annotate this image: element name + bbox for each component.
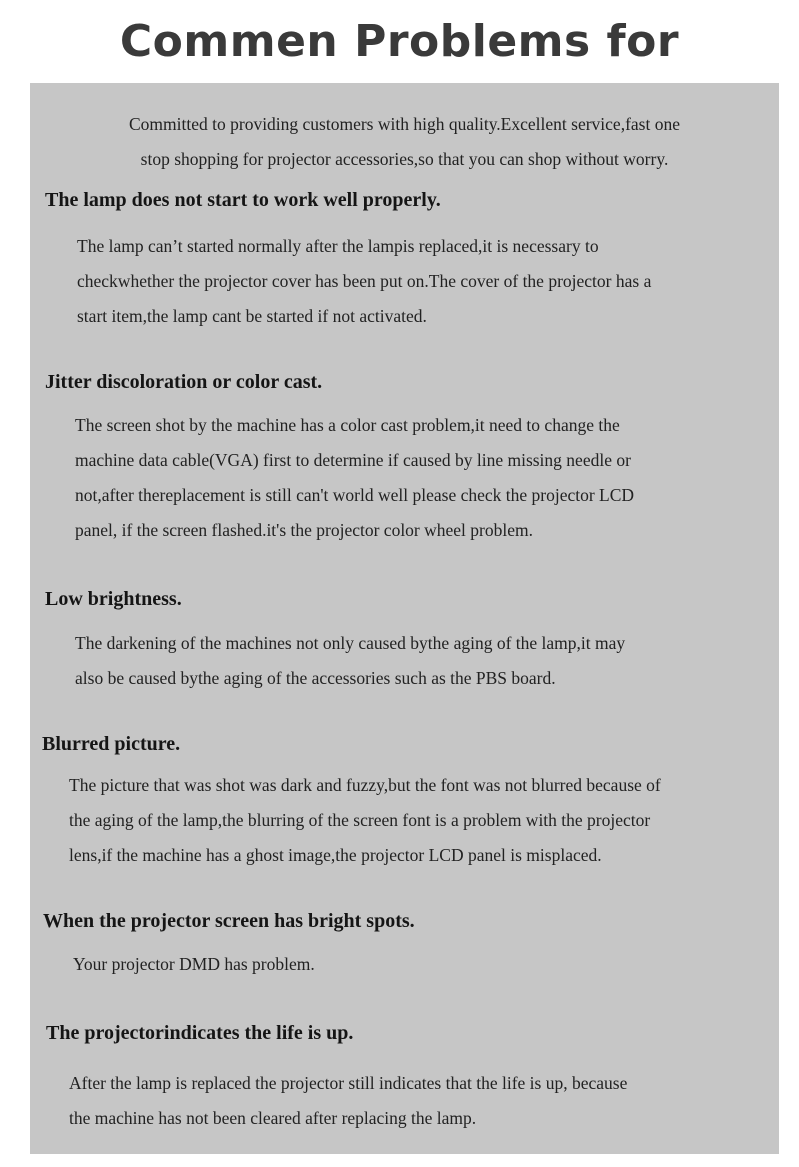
section-text-line: Your projector DMD has problem. bbox=[73, 954, 315, 974]
content-panel bbox=[30, 83, 779, 1154]
page-title: Commen Problems for bbox=[119, 16, 680, 67]
section-text-line: start item,the lamp cant be started if not activated. bbox=[77, 306, 427, 326]
section-text-line: the aging of the lamp,the blurring of the screen font is a problem with the projector bbox=[69, 810, 651, 830]
section-heading-color-cast: Jitter discoloration or color cast. bbox=[45, 371, 323, 393]
section-text-line: machine data cable(VGA) first to determine if caused by line missing needle or bbox=[75, 450, 631, 470]
intro-line-2: stop shopping for projector accessories,so that you can shop without worry. bbox=[140, 149, 669, 169]
section-text-line: The lamp can’t started normally after the lampis replaced,it is necessary to bbox=[77, 236, 599, 256]
section-text-line: checkwhether the projector cover has been put on.The cover of the projector has a bbox=[77, 271, 652, 291]
section-heading-blurred-picture: Blurred picture. bbox=[42, 733, 181, 755]
section-text-line: The screen shot by the machine has a color cast problem,it need to change the bbox=[75, 415, 620, 435]
section-text-line: The picture that was shot was dark and fuzzy,but the font was not blurred because of bbox=[69, 775, 661, 795]
section-text-line: panel, if the screen flashed.it's the projector color wheel problem. bbox=[75, 520, 533, 540]
section-text-line: also be caused bythe aging of the accessories such as the PBS board. bbox=[75, 668, 556, 688]
section-text-line: not,after thereplacement is still can't world well please check the projector LCD bbox=[75, 485, 635, 505]
section-text-line: lens,if the machine has a ghost image,the projector LCD panel is misplaced. bbox=[69, 845, 602, 865]
section-text-line: The darkening of the machines not only caused bythe aging of the lamp,it may bbox=[75, 633, 626, 653]
section-heading-lamp-start: The lamp does not start to work well properly. bbox=[45, 189, 441, 211]
section-heading-life-is-up: The projectorindicates the life is up. bbox=[46, 1022, 354, 1044]
intro-line-1: Committed to providing customers with high quality.Excellent service,fast one bbox=[129, 114, 680, 134]
section-heading-low-brightness: Low brightness. bbox=[45, 588, 182, 610]
section-text-line: After the lamp is replaced the projector still indicates that the life is up, because bbox=[69, 1073, 628, 1093]
section-heading-bright-spots: When the projector screen has bright spots. bbox=[43, 910, 415, 932]
section-text-line: the machine has not been cleared after replacing the lamp. bbox=[69, 1108, 477, 1128]
